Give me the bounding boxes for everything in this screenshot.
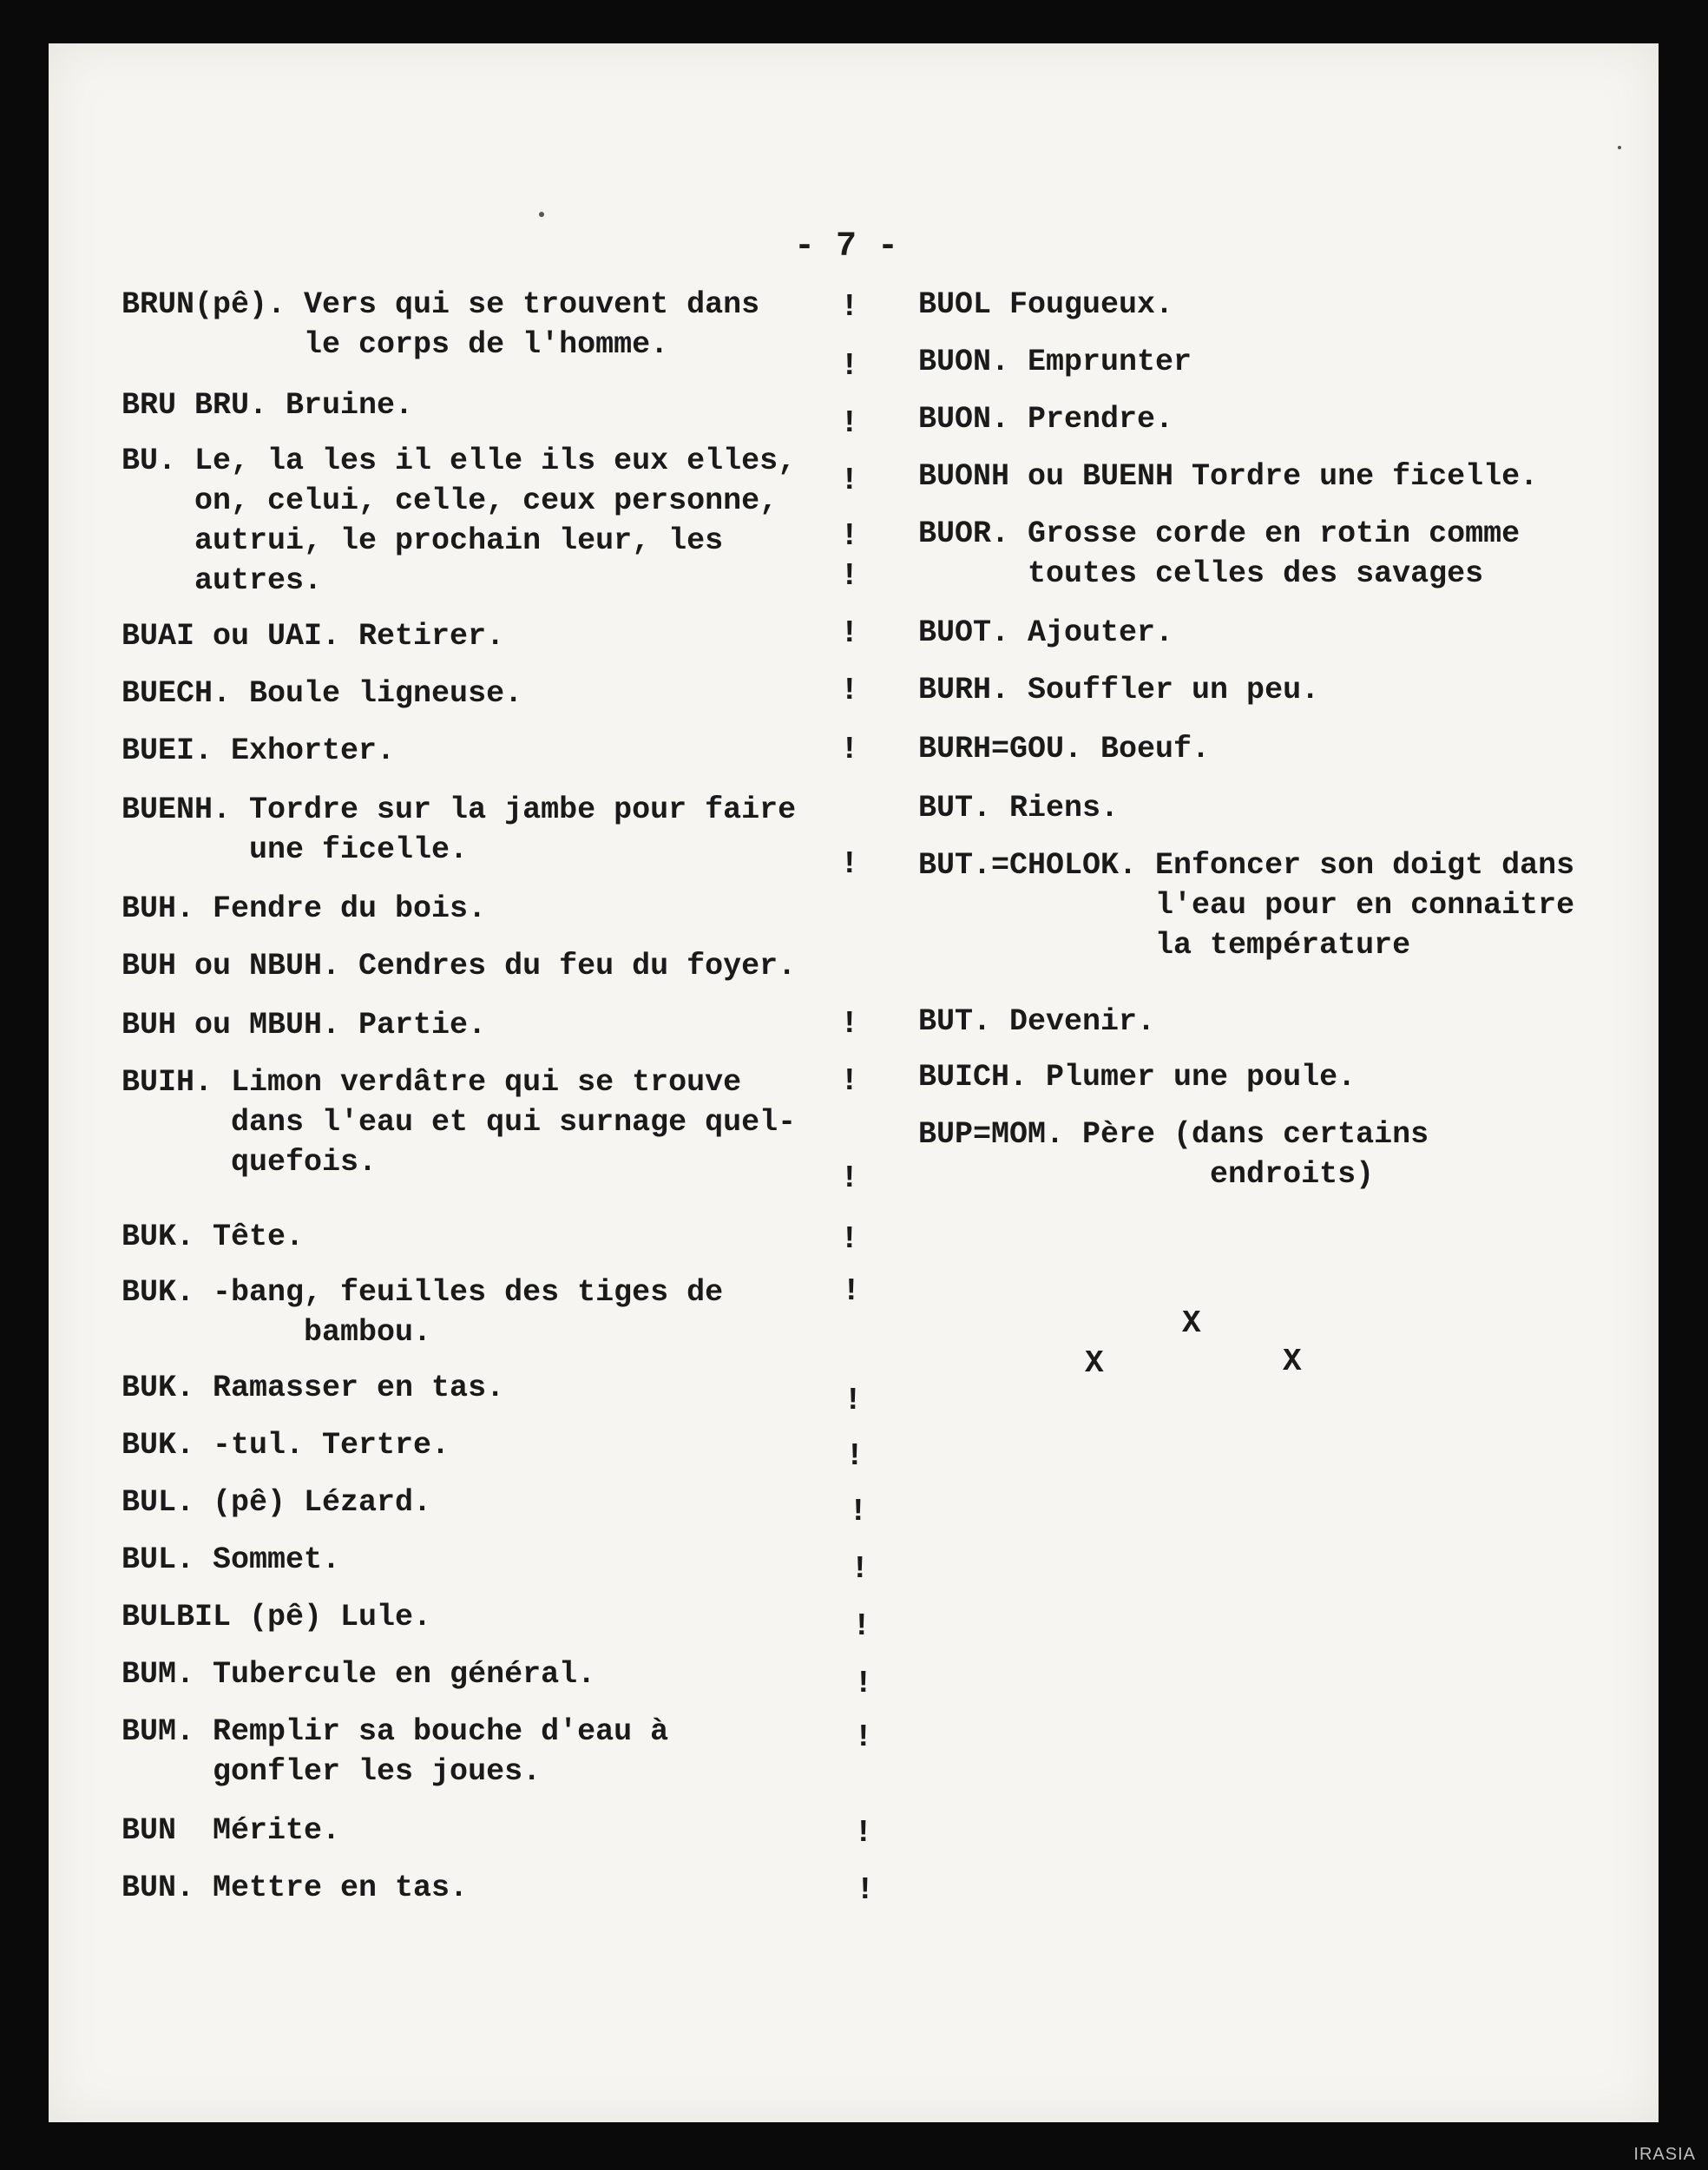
separator-mark: ! <box>854 1720 873 1755</box>
separator-mark: ! <box>840 1221 859 1257</box>
entry-bu: BU. Le, la les il elle ils eux elles, on, celui, celle, ceux personne, autrui, le prochain leur, les autres. <box>122 444 797 598</box>
separator-mark: ! <box>840 348 859 384</box>
entry-burh-gou: BURH=GOU. Boeuf. <box>918 732 1211 766</box>
entry-buk-tete: BUK. Tête. <box>122 1220 305 1254</box>
entry-bul-sommet: BUL. Sommet. <box>122 1542 341 1577</box>
separator-mark: ! <box>840 405 859 441</box>
separator-mark: ! <box>840 1006 859 1042</box>
entry-brun: BRUN(pê). Vers qui se trouvent dans le corps de l'homme. <box>122 287 760 362</box>
entry-bulbil: BULBIL (pê) Lule. <box>122 1600 432 1634</box>
separator-mark: ! <box>842 1273 861 1309</box>
page-number: - 7 - <box>794 227 899 266</box>
separator-mark: ! <box>849 1494 868 1529</box>
entry-buh-mbuh: BUH ou MBUH. Partie. <box>122 1008 487 1042</box>
end-mark-top: X <box>1182 1305 1201 1341</box>
separator-mark: ! <box>840 846 859 882</box>
separator-mark: ! <box>854 1666 873 1701</box>
entry-buor: BUOR. Grosse corde en rotin comme toutes celles des savages <box>918 516 1521 591</box>
entry-bul-lezard: BUL. (pê) Lézard. <box>122 1485 432 1520</box>
entry-burh: BURH. Souffler un peu. <box>918 673 1320 707</box>
entry-bup-mom: BUP=MOM. Père (dans certains endroits) <box>918 1117 1429 1192</box>
separator-mark: ! <box>840 1161 859 1196</box>
end-mark-right: X <box>1283 1344 1302 1379</box>
entry-buonh: BUONH ou BUENH Tordre une ficelle. <box>918 459 1539 494</box>
end-mark-left: X <box>1085 1345 1104 1381</box>
entry-buech: BUECH. Boule ligneuse. <box>122 676 523 711</box>
separator-mark: ! <box>856 1872 875 1908</box>
entry-bru-bru: BRU BRU. Bruine. <box>122 388 414 423</box>
entry-but-cholok: BUT.=CHOLOK. Enfoncer son doigt dans l'eau pour en connaitre la température <box>918 848 1575 963</box>
entry-buich: BUICH. Plumer une poule. <box>918 1060 1357 1095</box>
entry-buenh: BUENH. Tordre sur la jambe pour faire une ficelle. <box>122 792 797 867</box>
entry-bun-merite: BUN Mérite. <box>122 1813 341 1848</box>
entry-buon-emprunter: BUON. Emprunter <box>918 345 1192 379</box>
entry-buon-prendre: BUON. Prendre. <box>918 402 1174 437</box>
separator-mark: ! <box>854 1815 873 1851</box>
entry-bum-tubercule: BUM. Tubercule en général. <box>122 1657 596 1692</box>
entry-buai: BUAI ou UAI. Retirer. <box>122 619 505 654</box>
entry-buk-ramasser: BUK. Ramasser en tas. <box>122 1371 505 1405</box>
entry-buih: BUIH. Limon verdâtre qui se trouve dans l'eau et qui surnage quel- quefois. <box>122 1065 797 1180</box>
entry-buei: BUEI. Exhorter. <box>122 733 396 768</box>
entry-buot: BUOT. Ajouter. <box>918 615 1174 650</box>
entry-but-devenir: BUT. Devenir. <box>918 1004 1156 1039</box>
separator-mark: ! <box>840 615 859 651</box>
separator-mark: ! <box>852 1608 871 1644</box>
separator-mark: ! <box>844 1383 863 1418</box>
separator-mark: ! <box>851 1551 870 1587</box>
entry-bum-remplir: BUM. Remplir sa bouche d'eau à gonfler les joues. <box>122 1714 669 1789</box>
separator-mark: ! <box>840 673 859 708</box>
entry-bun-tas: BUN. Mettre en tas. <box>122 1871 469 1905</box>
separator-mark: ! <box>840 558 859 594</box>
separator-mark: ! <box>840 463 859 498</box>
paper-speck <box>539 212 544 217</box>
entry-buol: BUOL Fougueux. <box>918 287 1174 322</box>
separator-mark: ! <box>840 289 859 325</box>
entry-buh: BUH. Fendre du bois. <box>122 891 487 926</box>
entry-buk-tul: BUK. -tul. Tertre. <box>122 1428 450 1463</box>
entry-buk-bang: BUK. -bang, feuilles des tiges de bambou. <box>122 1275 724 1350</box>
separator-mark: ! <box>840 732 859 767</box>
separator-mark: ! <box>845 1438 864 1474</box>
entry-buh-nbuh: BUH ou NBUH. Cendres du feu du foyer. <box>122 949 797 983</box>
separator-mark: ! <box>840 518 859 554</box>
watermark: IRASIA <box>1633 2145 1696 2164</box>
paper-speck <box>1618 146 1621 149</box>
separator-mark: ! <box>840 1063 859 1099</box>
entry-but-riens: BUT. Riens. <box>918 791 1120 825</box>
